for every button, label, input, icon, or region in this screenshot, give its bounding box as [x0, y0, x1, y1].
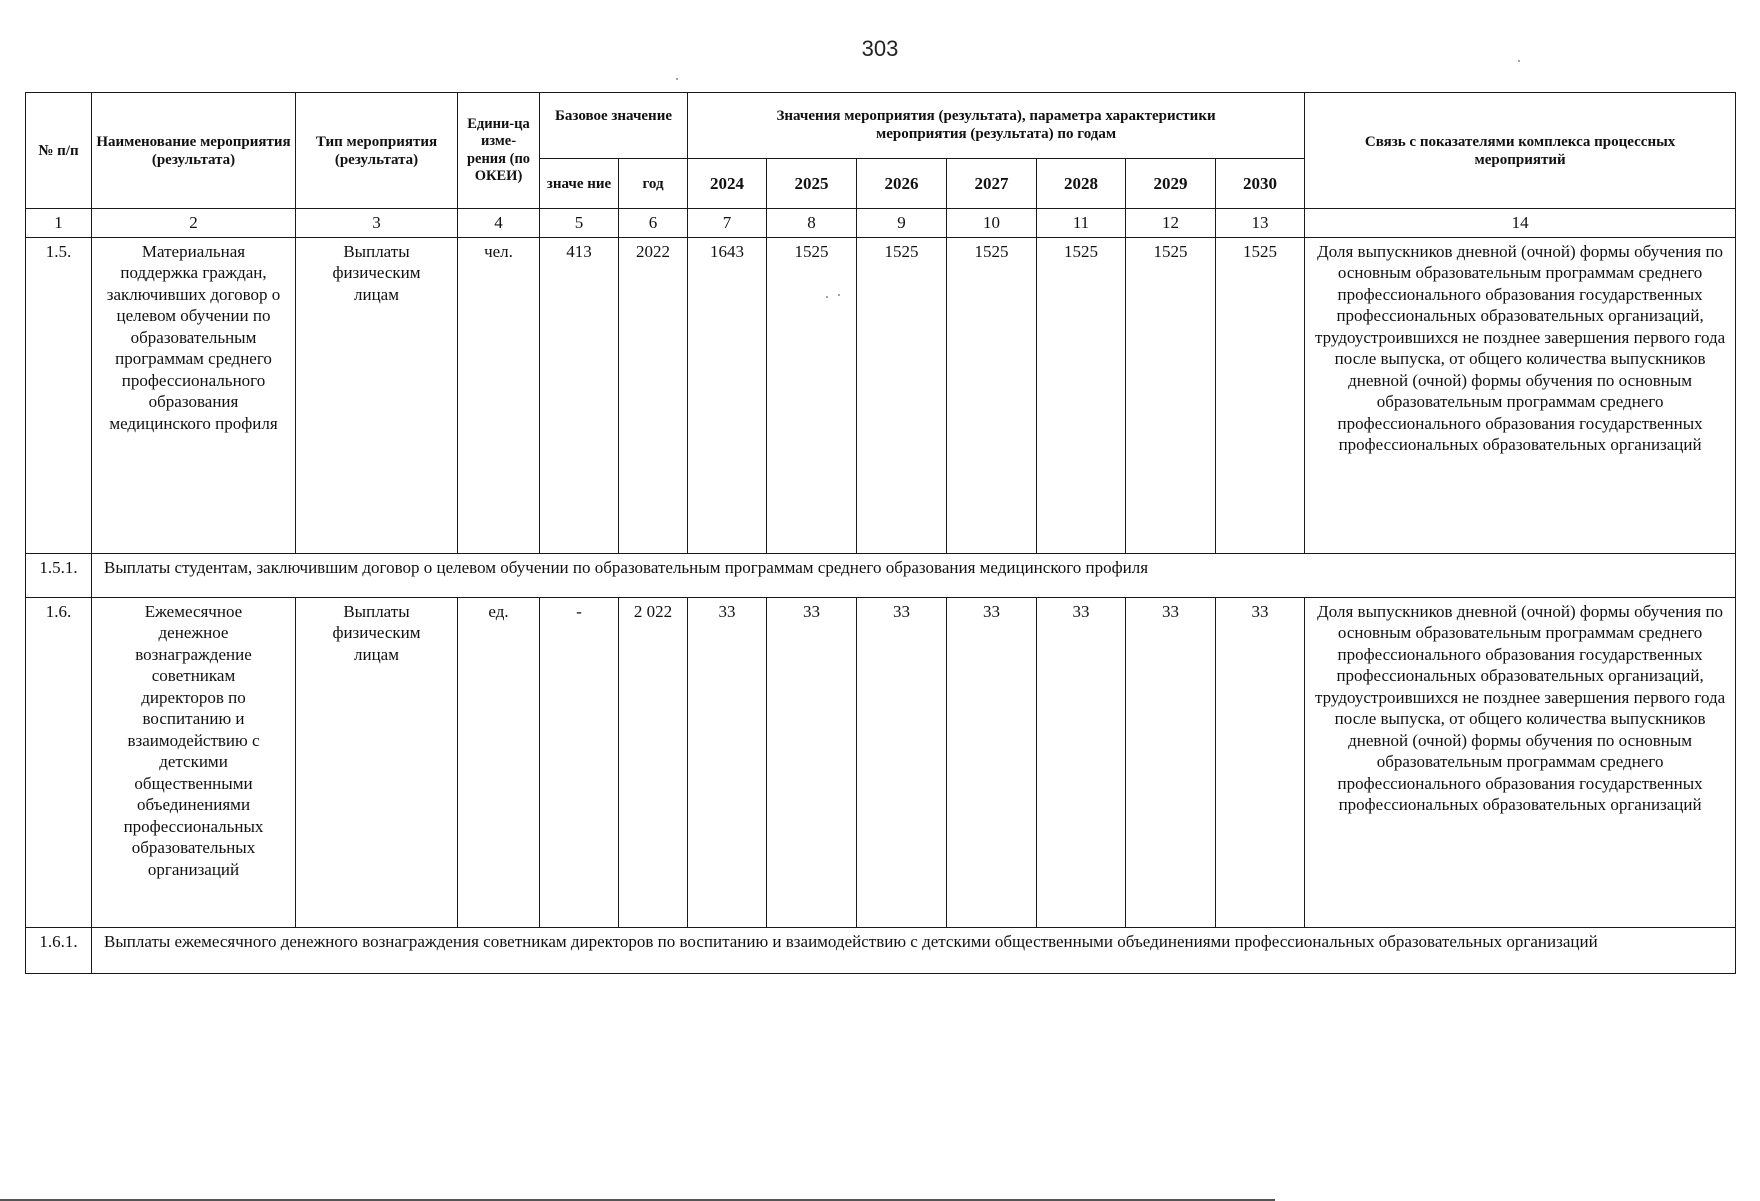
column-number: 5	[540, 209, 619, 238]
row-value-2029: 33	[1126, 597, 1216, 927]
header-num: № п/п	[26, 93, 92, 209]
column-number: 9	[857, 209, 947, 238]
header-base: Базовое значение	[540, 93, 688, 159]
header-year-2024: 2024	[688, 159, 767, 209]
row-value-2025: 33	[767, 597, 857, 927]
column-number-row	[26, 209, 1736, 238]
table-row	[26, 237, 1736, 553]
column-number: 1	[26, 209, 92, 238]
row-type: Выплаты физическим лицам	[296, 237, 458, 553]
page-number: 303	[861, 36, 899, 61]
header-values: Значения мероприятия (результата), параметра характеристики мероприятия (результата) по годам	[688, 93, 1305, 159]
scan-speck	[838, 294, 840, 296]
column-number: 8	[767, 209, 857, 238]
row-value-2026: 33	[857, 597, 947, 927]
table-subrow	[26, 553, 1736, 597]
row-value-2028: 33	[1037, 597, 1126, 927]
scan-speck	[676, 78, 678, 80]
row-link: Доля выпускников дневной (очной) формы обучения по основным образовательным программам среднего профессионального образования государственных профессиональных образовательных организаций, трудоустроившихся не позднее завершения первого года после выпуска, от общего количества выпускников дневной (очной) формы обучения по основным образовательным программам среднего профессионального образования государственных профессиональных образовательных организаций	[1305, 597, 1736, 927]
row-value-2026: 1525	[857, 237, 947, 553]
row-value-2029: 1525	[1126, 237, 1216, 553]
column-number: 7	[688, 209, 767, 238]
column-number: 12	[1126, 209, 1216, 238]
column-number: 4	[458, 209, 540, 238]
row-num: 1.5.	[26, 237, 92, 553]
subrow-text: Выплаты студентам, заключившим договор о целевом обучении по образовательным программам среднего образования медицинского профиля	[92, 553, 1736, 597]
row-value-2024: 1643	[688, 237, 767, 553]
column-number: 2	[92, 209, 296, 238]
row-value-2030: 1525	[1216, 237, 1305, 553]
row-value-2028: 1525	[1037, 237, 1126, 553]
row-value-2027: 33	[947, 597, 1037, 927]
column-number: 10	[947, 209, 1037, 238]
header-year-2027: 2027	[947, 159, 1037, 209]
column-number: 13	[1216, 209, 1305, 238]
row-value-2024: 33	[688, 597, 767, 927]
row-value-2030: 33	[1216, 597, 1305, 927]
header-base-value: значе ние	[540, 159, 619, 209]
header-unit: Едини-ца изме-рения (по ОКЕИ)	[458, 93, 540, 209]
activities-table	[25, 92, 1736, 974]
column-number: 11	[1037, 209, 1126, 238]
scan-speck	[826, 296, 828, 298]
row-num: 1.6.	[26, 597, 92, 927]
column-number: 6	[619, 209, 688, 238]
header-base-year: год	[619, 159, 688, 209]
header-link: Связь с показателями комплекса процессных мероприятий	[1305, 93, 1736, 209]
row-unit: ед.	[458, 597, 540, 927]
header-year-2026: 2026	[857, 159, 947, 209]
header-year-2029: 2029	[1126, 159, 1216, 209]
scan-speck	[1518, 60, 1520, 62]
row-type: Выплаты физическим лицам	[296, 597, 458, 927]
subrow-num: 1.6.1.	[26, 927, 92, 973]
row-link: Доля выпускников дневной (очной) формы обучения по основным образовательным программам среднего профессионального образования государственных профессиональных образовательных организаций, трудоустроившихся не позднее завершения первого года после выпуска, от общего количества выпускников дневной (очной) формы обучения по основным образовательным программам среднего профессионального образования государственных профессиональных образовательных организаций	[1305, 237, 1736, 553]
header-year-2025: 2025	[767, 159, 857, 209]
header-name: Наименование мероприятия (результата)	[92, 93, 296, 209]
table-subrow	[26, 927, 1736, 973]
row-base-value: -	[540, 597, 619, 927]
subrow-text: Выплаты ежемесячного денежного вознаграждения советникам директоров по воспитанию и взаимодействию с детскими общественными объединениями профессиональных образовательных организаций	[92, 927, 1736, 973]
header-type: Тип мероприятия (результата)	[296, 93, 458, 209]
row-name: Ежемесячное денежное вознаграждение советникам директоров по воспитанию и взаимодействию с детскими общественными объединениями профессиональных образовательных организаций	[92, 597, 296, 927]
row-unit: чел.	[458, 237, 540, 553]
header-year-2028: 2028	[1037, 159, 1126, 209]
table-row	[26, 597, 1736, 927]
header-year-2030: 2030	[1216, 159, 1305, 209]
column-number: 14	[1305, 209, 1736, 238]
row-base-year: 2 022	[619, 597, 688, 927]
row-value-2027: 1525	[947, 237, 1037, 553]
row-value-2025: 1525	[767, 237, 857, 553]
row-name: Материальная поддержка граждан, заключивших договор о целевом обучении по образовательным программам среднего профессионального образования медицинского профиля	[92, 237, 296, 553]
subrow-num: 1.5.1.	[26, 553, 92, 597]
column-number: 3	[296, 209, 458, 238]
row-base-year: 2022	[619, 237, 688, 553]
header-row-1	[26, 93, 1736, 159]
row-base-value: 413	[540, 237, 619, 553]
